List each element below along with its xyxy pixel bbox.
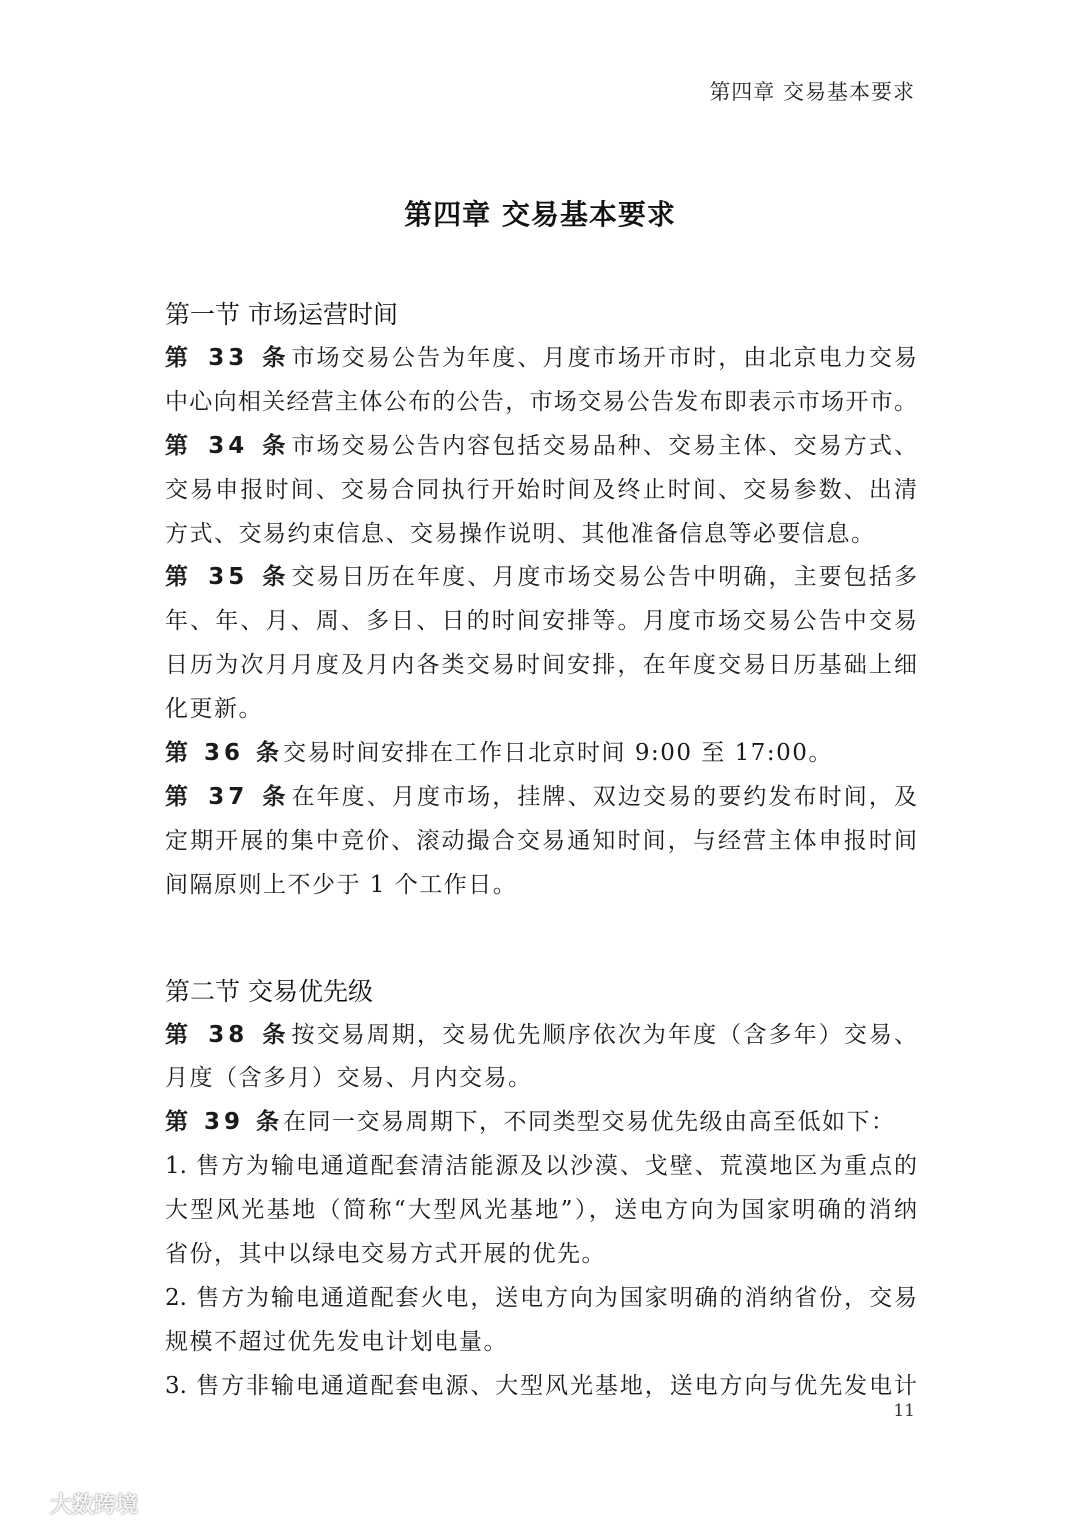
article-37-line-2: 定期开展的集中竞价、滚动撮合交易通知时间，与经营主体申报时间: [165, 827, 917, 854]
article-number: 第 35 条: [165, 564, 292, 591]
article-34-line-3: 方式、交易约束信息、交易操作说明、其他准备信息等必要信息。: [165, 520, 876, 547]
article-34-line-2: 交易申报时间、交易合同执行开始时间及终止时间、交易参数、出清: [165, 476, 917, 503]
article-text: 在同一交易周期下，不同类型交易优先级由高至低如下：: [283, 1109, 896, 1136]
section-title: 第一节 市场运营时间: [165, 300, 398, 329]
article-text: 交易时间安排在工作日北京时间 9:00 至 17:00。: [283, 740, 833, 767]
article-37-line-3: 间隔原则上不少于 1 个工作日。: [165, 871, 518, 898]
running-header: 第四章 交易基本要求: [709, 80, 915, 104]
article-text: 交易日历在年度、月度市场交易公告中明确，主要包括多: [291, 564, 917, 591]
watermark: [6, 1488, 138, 1519]
watermark-text: 大数跨境: [50, 1493, 139, 1518]
chapter-title: 第四章 交易基本要求: [404, 198, 676, 231]
article-35-line-2: 年、年、月、周、多日、日的时间安排等。月度市场交易公告中交易: [165, 608, 917, 635]
article-number: 第 38 条: [165, 1021, 292, 1048]
list-item-1-line-3: 省份，其中以绿电交易方式开展的优先。: [165, 1241, 606, 1268]
article-text: 市场交易公告为年度、月度市场开市时，由北京电力交易: [291, 345, 917, 371]
article-text: 市场交易公告内容包括交易品种、交易主体、交易方式、: [291, 432, 917, 459]
document-body: [165, 293, 917, 1409]
list-item-2-line-2: 规模不超过优先发电计划电量。: [165, 1328, 508, 1355]
article-38-line-2: 月度（含多月）交易、月内交易。: [165, 1065, 533, 1092]
article-text: 按交易周期，交易优先顺序依次为年度（含多年）交易、: [291, 1021, 917, 1048]
article-number: 第 36 条: [165, 740, 284, 767]
article-38-line-1: [165, 1014, 917, 1058]
section-spacer: [165, 908, 917, 970]
section-title: 第二节 交易优先级: [165, 976, 373, 1006]
article-37-line-1: [165, 776, 917, 820]
article-text: 在年度、月度市场，挂牌、双边交易的要约发布时间，及: [291, 783, 917, 810]
list-item-1-line-2: 大型风光基地（简称“大型风光基地”），送电方向为国家明确的消纳: [165, 1197, 917, 1224]
article-35-line-3: 日历为次月月度及月内各类交易时间安排，在年度交易日历基础上细: [165, 652, 917, 679]
list-item-2-line-1: 2. 售方为输电通道配套火电，送电方向为国家明确的消纳省份，交易: [165, 1284, 917, 1311]
article-number: 第 34 条: [165, 432, 292, 459]
list-item-3-line-1: 3. 售方非输电通道配套电源、大型风光基地，送电方向与优先发电计: [165, 1372, 917, 1399]
article-34-line-1: [165, 425, 917, 469]
article-35-line-4: 化更新。: [165, 696, 263, 723]
article-35-line-1: [165, 556, 917, 600]
article-33-line-1: [165, 337, 917, 381]
chat-bubbles-logo-icon: [6, 1491, 46, 1517]
article-number: 第 39 条: [165, 1109, 284, 1136]
article-number: 第 37 条: [165, 783, 292, 810]
article-number: 第 33 条: [165, 345, 292, 371]
article-39-line-1: [165, 1101, 917, 1145]
list-item-1-line-1: 1. 售方为输电通道配套清洁能源及以沙漠、戈壁、荒漠地区为重点的: [165, 1153, 917, 1180]
article-36-line-1: [165, 732, 917, 776]
page-number: 11: [893, 1401, 915, 1421]
article-33-line-2: 中心向相关经营主体公布的公告，市场交易公告发布即表示市场开市。: [165, 388, 917, 415]
